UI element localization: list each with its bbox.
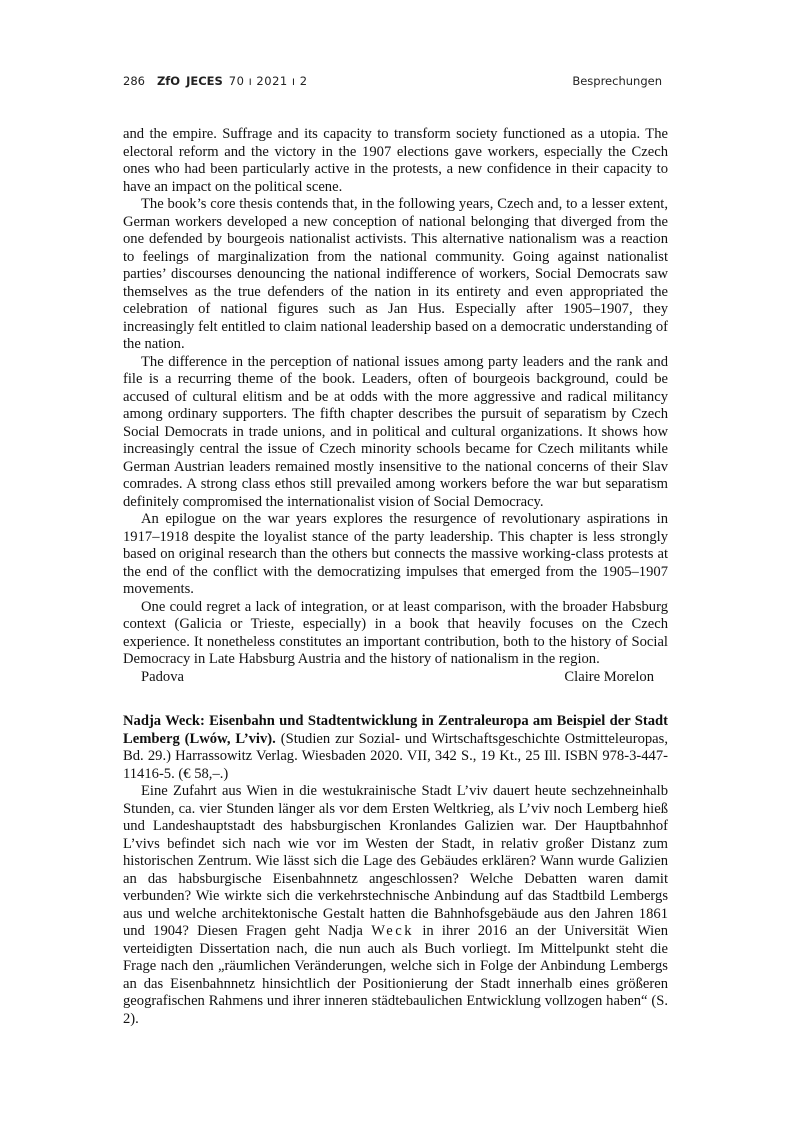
running-head-left (123, 74, 308, 88)
review-paragraph: An epilogue on the war years explores the resurgence of revolutionary aspirations in 1917–1918 despite the loyalist stance of the party leadership. This chapter is less strongly based on original research than the others but connects the massive working-class protests at the end of the conflict with the democratizing impulses that emerged from the 1905–1907 movements. (123, 511, 668, 597)
review-text: Eine Zufahrt aus Wien in die westukrainische Stadt L’viv dauert heute sechzehneinhalb Stunden, ca. vier Stunden länger als vor dem Ersten Weltkrieg, als L’viv noch Lemberg hieß und Landeshauptstadt des habsburgischen Kronlandes Galizien war. Der Hauptbahnhof L’vivs befindet sich nach wie vor im Westen der Stadt, in relativ großer Distanz zum historischen Zentrum. Wie lässt sich die Lage des Gebäudes erklären? Wann wurde Galizien an das habsburgische Eisenbahnnetz angeschlossen? Welche Debatten waren damit verbunden? Wie wirkte sich die verkehrstechnische Anbindung auf das Stadtbild Lembergs aus und welche architektonische Gestalt hatten die Bahnhofsgebäude aus den Jahren 1861 und 1904? Diesen Fragen geht Nadja (123, 783, 668, 939)
journal-name: ZfO (156, 74, 181, 88)
reviewer-name: Claire Morelon (564, 668, 654, 685)
book-title: Nadja Weck: Eisenbahn und Stadtentwicklung in Zentraleuropa am Beispiel der Stadt Lemberg (Lwów, L’viv). (123, 713, 668, 747)
review-place: Padova (141, 668, 184, 685)
section-title: Besprechungen (572, 74, 662, 88)
review-heading (123, 713, 668, 783)
journal-volume: 70 ı 2021 ı 2 (228, 74, 308, 88)
review-signature (123, 669, 668, 687)
review-paragraph: The difference in the perception of national issues among party leaders and the rank and file is a recurring theme of the book. Leaders, often of bourgeois background, could be accused of cultural elitism and be at odds with the more aggressive and radical militancy among ordinary supporters. The fifth chapter describes the pursuit of separatism by Czech Social Democrats in trade unions, and in political and cultural organizations. It shows how increasingly central the issue of Czech minority schools became for Czech militants while German Austrian leaders remained mostly insensitive to the national concerns of their Slav comrades. A strong class ethos still prevailed among workers before the war but separatism definitely compromised the internationalist vision of Social Democracy. (123, 353, 668, 510)
author-surname: Weck (371, 923, 415, 939)
review-morelon (123, 126, 668, 687)
review-paragraph: and the empire. Suffrage and its capacity to transform society functioned as a utopia. The electoral reform and the victory in the 1907 elections gave workers, especially the Czech ones who had been particularly active in the protests, a new confidence in their capacity to have an impact on the political scene. (123, 126, 668, 195)
review-paragraph: The book’s core thesis contends that, in the following years, Czech and, to a lesser extent, German workers developed a new conception of national belonging that diverged from the one defended by bourgeois nationalist activists. This alternative nationalism was a reaction to feelings of marginalization from the national community. Going against nationalist parties’ discourses denouncing the national indifference of workers, Social Democrats saw themselves as the true defenders of the nation in its entirety and even appropriated the celebration of national figures such as Jan Hus. Especially after 1905–1907, they increasingly felt entitled to claim national leadership based on a democratic understanding of the nation. (123, 196, 668, 352)
journal-series: JECES (186, 74, 223, 88)
page-number: 286 (123, 74, 145, 88)
review-paragraph: One could regret a lack of integration, or at least comparison, with the broader Habsburg context (Galicia or Trieste, especially) in a book that heavily focuses on the Czech experience. It nonetheless constitutes an important contribution, both to the history of Social Democracy in Late Habsburg Austria and the history of nationalism in the region. (123, 598, 668, 667)
review-weck (123, 713, 668, 1028)
book-bibliographic-data: (Studien zur Sozial- und Wirtschaftsgeschichte Ostmitteleuropas, Bd. 29.) Harrassowitz Verlag. Wiesbaden 2020. VII, 342 S., 19 Kt., 25 Ill. ISBN 978-3-447-11416-5. (€ 58,–.) (123, 730, 668, 782)
running-head (123, 74, 662, 92)
review-text: in ihrer 2016 an der Universität Wien verteidigten Dissertation nach, die nun auch als Buch vorliegt. Im Mittelpunkt steht die Frage nach den „räumlichen Veränderungen, welche sich in Folge der Anbindung Lembergs an das Eisenbahnnetz hinsichtlich der Positionierung der Stadt innerhalb eines größeren geografischen Rahmens und ihrer inneren städtebaulichen Entwicklung vollzogen haben“ (S. 2). (123, 923, 669, 1027)
review-paragraph (123, 783, 668, 1028)
